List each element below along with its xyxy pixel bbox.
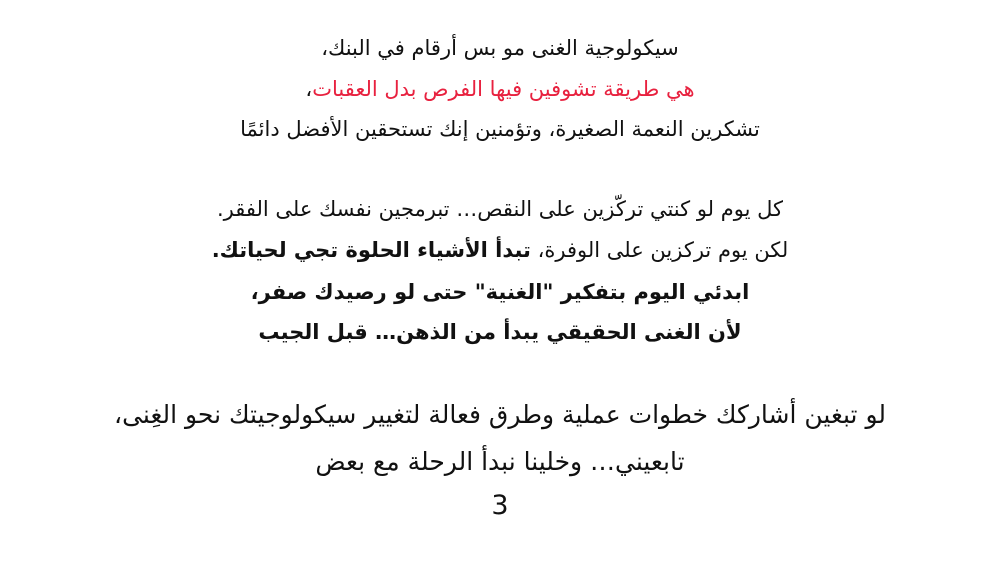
page-number: 3 [491, 490, 509, 521]
intro-text-1: سيكولوجية الغنى مو بس أرقام في البنك، [321, 36, 679, 60]
cta-line-1 [0, 400, 1000, 429]
focus-text-2-bold: تبدأ الأشياء الحلوة تجي لحياتك. [211, 238, 531, 262]
intro-line-1 [0, 36, 1000, 60]
cta-text-2: تابعيني… وخلينا نبدأ الرحلة مع بعض [315, 447, 685, 476]
focus-text-1: كل يوم لو كنتي تركّزين على النقص… تبرمجين نفسك على الفقر. [216, 197, 784, 221]
focus-text-2-normal: لكن يوم تركزين على الوفرة، [530, 238, 789, 262]
intro-text-3: تشكرين النعمة الصغيرة، وتؤمنين إنك تستحقين الأفضل دائمًا [240, 117, 760, 141]
focus-text-3: ابدئي اليوم بتفكير "الغنية" حتى لو رصيدك صفر، [250, 280, 750, 304]
focus-text-4: لأن الغنى الحقيقي يبدأ من الذهن… قبل الجيب [258, 320, 742, 344]
highlight-text: هي طريقة تشوفين فيها الفرص بدل العقبات [312, 77, 695, 101]
focus-line-4 [0, 320, 1000, 344]
cta-text-1: لو تبغين أشاركك خطوات عملية وطرق فعالة لتغيير سيكولوجيتك نحو الغِنى، [114, 400, 886, 429]
focus-line-1 [0, 197, 1000, 221]
intro-line-2 [0, 77, 1000, 101]
highlight-comma: ، [305, 77, 313, 101]
focus-line-3 [0, 280, 1000, 304]
intro-line-3 [0, 117, 1000, 141]
cta-line-2 [0, 447, 1000, 476]
focus-line-2 [0, 238, 1000, 262]
